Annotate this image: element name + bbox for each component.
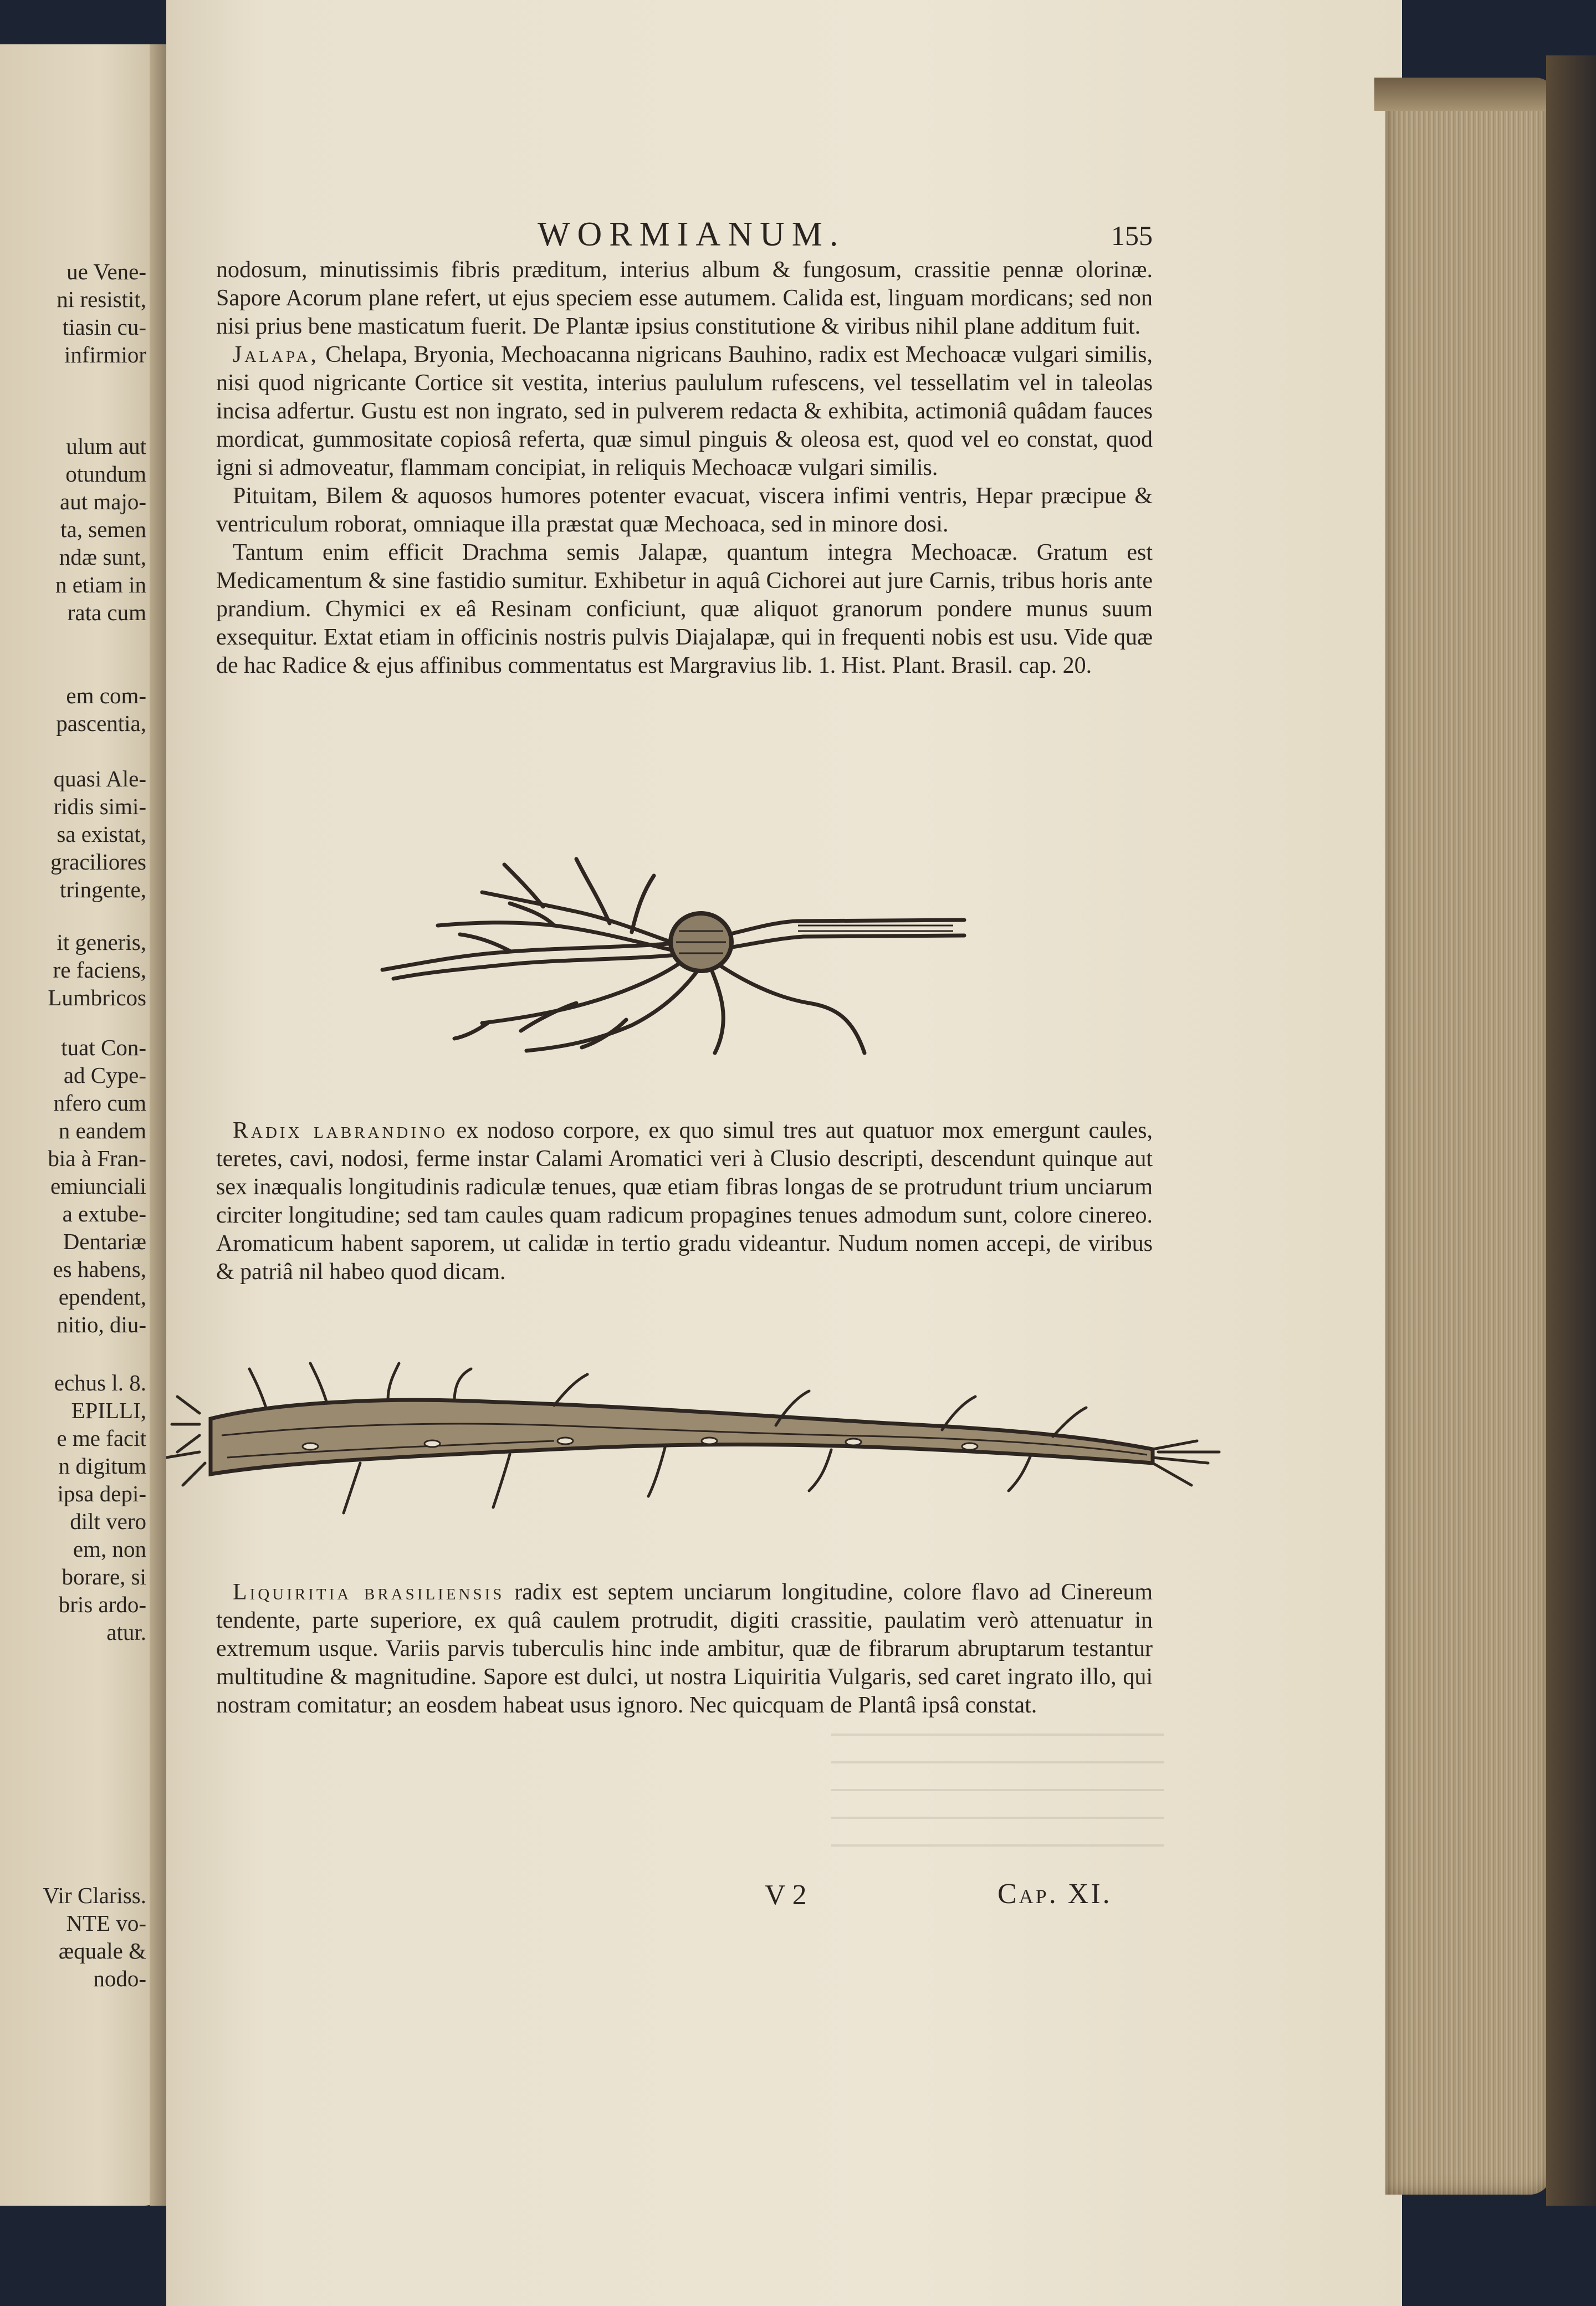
page-edges: [1385, 78, 1552, 2195]
left-page-text-block: [43, 1881, 146, 1992]
left-page-text-block: [57, 258, 146, 369]
left-page-line: re faciens,: [53, 957, 146, 983]
paragraph: Pituitam, Bilem & aquosos humores potenter evacuat, viscera infimi ventris, Hepar præcipue & ventriculum roborat, omniaque illa præstat quæ Mechoaca, sed in minore dosi.: [216, 483, 1153, 537]
text-block-bottom: [216, 1578, 1153, 1720]
left-page-text-block: [54, 1369, 146, 1646]
left-page-line: echus l. 8.: [54, 1370, 146, 1395]
left-page-line: tiasin cu-: [62, 314, 146, 340]
left-page-line: nitio, diu-: [57, 1312, 146, 1337]
left-page-line: a extube-: [62, 1201, 146, 1226]
left-page-line: n etiam in: [55, 572, 146, 597]
left-page-line: bris ardo-: [58, 1592, 146, 1617]
left-page-text-block: [56, 682, 146, 737]
left-page-text-block: [48, 928, 146, 1011]
left-page-line: tringente,: [60, 877, 146, 902]
left-page-text-block: [55, 432, 146, 626]
left-page-line: ependent,: [58, 1284, 146, 1310]
left-page-line: ue Vene-: [66, 259, 146, 284]
left-page-line: ad Cype-: [63, 1062, 146, 1088]
lemma: Liquiritia brasiliensis: [233, 1579, 505, 1605]
left-page-line: bia à Fran-: [48, 1146, 146, 1171]
left-page-line: quasi Ale-: [53, 766, 146, 791]
text-block-middle: [216, 1117, 1153, 1286]
left-page-line: nfero cum: [53, 1090, 146, 1116]
left-page-line: em com-: [66, 683, 146, 708]
show-through-text-texture: [831, 1724, 1164, 1868]
left-page-line: infirmior: [64, 342, 146, 367]
book-cover-edge: [1546, 55, 1596, 2206]
left-page-line: em, non: [73, 1536, 146, 1562]
paragraph-body: Chelapa, Bryonia, Mechoacanna nigricans Bauhino, radix est Mechoacæ vulgari similis, nisi quod nigricante Cortice sit vestita, interius paululum rufescens, vel tessellatim vel in taleolas incisa adfertur. Gustu est non ingrato, sed in pulverem redacta & exhibita, actimoniâ quâdam fauces mordicat, gummositate copiosâ referta, quæ simul pinguis & oleosa est, quod vel eo constat, quod igni si admoveatur, flammam concipiat, in reliquis Mechoacæ vulgari similis.: [216, 342, 1153, 480]
left-page-line: ni resistit,: [57, 287, 146, 312]
left-page-line: tuat Con-: [61, 1035, 146, 1060]
left-page-line: emiunciali: [50, 1173, 146, 1199]
left-page-text-block: [48, 1034, 146, 1338]
left-page-line: rata cum: [67, 600, 146, 625]
page-number: 155: [1111, 220, 1153, 251]
paragraph-body: radix est septem unciarum longitudine, colore flavo ad Cinereum tendente, parte superiore, ex quâ caulem protrudit, digiti crassitie, paulatim verò attenuatur in extremum usque. Variis parvis tuberculis hinc inde ambitur, quæ de fibrarum abruptarum testantur multitudine & magnitudine. Sapore est dulci, ut nostra Liquiritia Vulgaris, sed caret ingrato illo, qui nostram comitatur; an eosdem habeat usus ignoro. Nec quicquam de Plantâ ipsâ constat.: [216, 1579, 1153, 1718]
paragraph-body: ex nodoso corpore, ex quo simul tres aut quatuor mox emergunt caules, teretes, cavi, nodosi, ferme instar Calami Aromatici veri à Clusio descripti, descendunt quinque aut sex inæqualis longitudinis radiculæ tenues, quæ etiam fibras longas de se protrudunt trium unciarum circiter longitudine; sed tam caules quam radicum propagines tenues admodum sunt, colore cinereo. Aromaticum habent saporem, ut calidæ in tertio gradu videantur. Nudum nomen accepi, de viribus & patriâ nil habeo quod dicam.: [216, 1118, 1153, 1285]
left-page-line: n digitum: [58, 1453, 146, 1479]
text-block-top: [216, 256, 1153, 680]
left-page-line: Lumbricos: [48, 985, 146, 1010]
left-page-line: ndæ sunt,: [59, 544, 146, 570]
left-page-line: n eandem: [58, 1118, 146, 1143]
left-page-line: atur.: [106, 1619, 146, 1645]
left-page-line: ipsa depi-: [57, 1481, 146, 1506]
left-page-line: e me facit: [57, 1425, 146, 1451]
left-page-line: graciliores: [50, 849, 146, 875]
paragraph: Tantum enim efficit Drachma semis Jalapæ, quantum integra Mechoacæ. Gratum est Medicamentum & sine fastidio sumitur. Exhibetur in aquâ Cichorei aut jure Carnis, tribus horis ante prandium. Chymici ex eâ Resinam conficiunt, quæ aliquot granorum pondere munus suum exsequitur. Extat etiam in officinis nostris pulvis Diajalapæ, qui in frequenti nobis est usu. Vide quæ de hac Radice & ejus affinibus commentatus est Margravius lib. 1. Hist. Plant. Brasil. cap. 20.: [216, 540, 1153, 678]
left-page-line: NTE vo-: [66, 1910, 146, 1936]
left-page-line: ulum aut: [66, 433, 146, 459]
left-page-line: EPILLI,: [71, 1398, 146, 1423]
left-page-line: it generis,: [57, 929, 146, 955]
running-head: WORMIANUM.: [538, 216, 846, 253]
left-page-text-block: [50, 765, 146, 903]
left-page-line: borare, si: [62, 1564, 146, 1589]
paragraph: nodosum, minutissimis fibris præditum, interius album & fungosum, crassitie pennæ olorinæ. Sapore Acorum plane refert, ut ejus speciem esse autumem. Calida est, linguam mordicans; sed non nisi prius bene masticatum fuerit. De Plantæ ipsius constitutione & viribus nihil plane additum fuit.: [216, 257, 1153, 339]
left-page-line: ridis simi-: [53, 794, 146, 819]
woodcut-liquorice-root-illustration: [166, 1352, 1230, 1541]
signature-mark: V 2: [765, 1879, 807, 1911]
left-page-line: pascentia,: [56, 710, 146, 736]
lemma: Radix labrandino: [233, 1118, 448, 1143]
catchword: Cap. XI.: [998, 1878, 1112, 1910]
paragraph: [216, 1578, 1153, 1720]
woodcut-root-illustration: [377, 853, 975, 1086]
left-page: [0, 44, 166, 2206]
lemma: Jalapa,: [233, 342, 319, 367]
left-page-line: Vir Clariss.: [43, 1883, 146, 1908]
left-page-line: aut majo-: [60, 489, 146, 514]
left-page-line: æquale &: [58, 1938, 146, 1964]
left-page-line: otundum: [65, 461, 146, 487]
left-page-line: nodo-: [93, 1966, 146, 1991]
left-page-line: sa existat,: [57, 821, 146, 847]
left-page-line: Dentariæ: [63, 1229, 146, 1254]
page-edges-top: [1374, 78, 1557, 111]
left-page-line: es habens,: [53, 1256, 146, 1282]
paragraph: [216, 341, 1153, 482]
left-page-line: dilt vero: [70, 1509, 146, 1534]
paragraph: [216, 1117, 1153, 1286]
left-page-line: ta, semen: [60, 517, 146, 542]
